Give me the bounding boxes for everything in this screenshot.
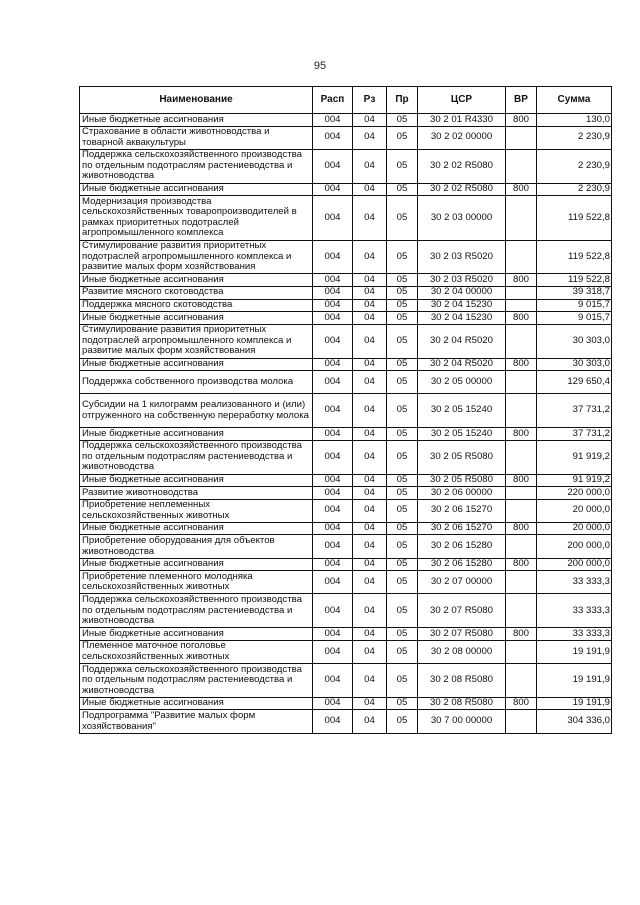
table-row xyxy=(80,183,612,196)
cell-rasp: 004 xyxy=(313,324,353,358)
cell-sum: 2 230,9 xyxy=(537,149,612,183)
cell-csr: 30 2 07 R5080 xyxy=(418,594,506,628)
cell-rz: 04 xyxy=(353,558,387,571)
cell-name: Иные бюджетные ассигнования xyxy=(80,428,313,441)
cell-csr: 30 2 05 R5080 xyxy=(418,474,506,487)
cell-rz: 04 xyxy=(353,535,387,558)
cell-sum: 119 522,8 xyxy=(537,196,612,240)
cell-name: Подпрограмма "Развитие малых форм хозяйствования" xyxy=(80,710,313,733)
cell-rasp: 004 xyxy=(313,312,353,325)
table-body xyxy=(80,114,612,734)
cell-name: Иные бюджетные ассигнования xyxy=(80,522,313,535)
cell-csr: 30 2 04 15230 xyxy=(418,312,506,325)
cell-csr: 30 2 07 R5080 xyxy=(418,628,506,641)
cell-pr: 05 xyxy=(387,394,418,428)
header-csr: ЦСР xyxy=(418,87,506,114)
table-row xyxy=(80,196,612,240)
cell-sum: 20 000,0 xyxy=(537,522,612,535)
cell-sum: 37 731,2 xyxy=(537,394,612,428)
cell-sum: 33 333,3 xyxy=(537,594,612,628)
cell-vr xyxy=(506,440,537,474)
cell-rz: 04 xyxy=(353,358,387,371)
cell-name: Иные бюджетные ассигнования xyxy=(80,558,313,571)
cell-vr xyxy=(506,710,537,733)
cell-name: Поддержка сельскохозяйственного производства по отдельным подотраслям растениеводства и животноводства xyxy=(80,149,313,183)
cell-pr: 05 xyxy=(387,299,418,312)
cell-name: Субсидии на 1 килограмм реализованного и (или) отгруженного на собственную переработку молока xyxy=(80,394,313,428)
cell-pr: 05 xyxy=(387,371,418,394)
cell-sum: 19 191,9 xyxy=(537,664,612,698)
cell-rz: 04 xyxy=(353,240,387,274)
cell-rasp: 004 xyxy=(313,522,353,535)
table-header-row xyxy=(80,87,612,114)
cell-name: Стимулирование развития приоритетных подотраслей агропромышленного комплекса и развитие малых форм хозяйствования xyxy=(80,324,313,358)
cell-pr: 05 xyxy=(387,499,418,522)
cell-pr: 05 xyxy=(387,628,418,641)
table-row xyxy=(80,286,612,299)
table-row xyxy=(80,628,612,641)
cell-sum: 130,0 xyxy=(537,114,612,127)
cell-name: Поддержка сельскохозяйственного производства по отдельным подотраслям растениеводства и животноводства xyxy=(80,664,313,698)
cell-name: Развитие мясного скотоводства xyxy=(80,286,313,299)
cell-rasp: 004 xyxy=(313,394,353,428)
cell-csr: 30 2 02 R5080 xyxy=(418,149,506,183)
cell-name: Модернизация производства сельскохозяйственных товаропроизводителей в рамках приоритетных подотраслей агропромышленного комплекса xyxy=(80,196,313,240)
cell-pr: 05 xyxy=(387,240,418,274)
cell-name: Приобретение неплеменных сельскохозяйственных животных xyxy=(80,499,313,522)
header-rz: Рз xyxy=(353,87,387,114)
cell-rasp: 004 xyxy=(313,499,353,522)
cell-sum: 20 000,0 xyxy=(537,499,612,522)
cell-rasp: 004 xyxy=(313,299,353,312)
cell-rz: 04 xyxy=(353,710,387,733)
cell-csr: 30 2 04 15230 xyxy=(418,299,506,312)
cell-rz: 04 xyxy=(353,371,387,394)
table-row xyxy=(80,571,612,594)
cell-rasp: 004 xyxy=(313,286,353,299)
cell-vr xyxy=(506,499,537,522)
cell-vr xyxy=(506,286,537,299)
cell-sum: 9 015,7 xyxy=(537,299,612,312)
cell-name: Страхование в области животноводства и товарной аквакультуры xyxy=(80,126,313,149)
cell-rz: 04 xyxy=(353,126,387,149)
cell-pr: 05 xyxy=(387,522,418,535)
cell-name: Иные бюджетные ассигнования xyxy=(80,358,313,371)
page-number: 95 xyxy=(313,60,327,72)
table-row xyxy=(80,358,612,371)
cell-sum: 33 333,3 xyxy=(537,571,612,594)
cell-rz: 04 xyxy=(353,312,387,325)
cell-rz: 04 xyxy=(353,394,387,428)
cell-csr: 30 2 06 15280 xyxy=(418,535,506,558)
cell-vr xyxy=(506,487,537,500)
cell-vr xyxy=(506,394,537,428)
cell-rz: 04 xyxy=(353,571,387,594)
cell-name: Развитие животноводства xyxy=(80,487,313,500)
table-row xyxy=(80,558,612,571)
table-row xyxy=(80,487,612,500)
cell-rasp: 004 xyxy=(313,196,353,240)
cell-pr: 05 xyxy=(387,114,418,127)
cell-name: Приобретение племенного молодняка сельскохозяйственных животных xyxy=(80,571,313,594)
cell-rasp: 004 xyxy=(313,664,353,698)
table-row xyxy=(80,312,612,325)
table-row xyxy=(80,440,612,474)
cell-rasp: 004 xyxy=(313,126,353,149)
cell-pr: 05 xyxy=(387,126,418,149)
cell-rasp: 004 xyxy=(313,371,353,394)
cell-vr xyxy=(506,240,537,274)
cell-vr xyxy=(506,594,537,628)
cell-vr: 800 xyxy=(506,522,537,535)
cell-rz: 04 xyxy=(353,628,387,641)
cell-csr: 30 2 04 R5020 xyxy=(418,358,506,371)
cell-vr xyxy=(506,149,537,183)
cell-csr: 30 2 05 00000 xyxy=(418,371,506,394)
cell-rasp: 004 xyxy=(313,358,353,371)
cell-sum: 19 191,9 xyxy=(537,697,612,710)
header-vr: ВР xyxy=(506,87,537,114)
cell-pr: 05 xyxy=(387,428,418,441)
cell-sum: 39 318,7 xyxy=(537,286,612,299)
cell-vr: 800 xyxy=(506,558,537,571)
cell-sum: 304 336,0 xyxy=(537,710,612,733)
cell-rz: 04 xyxy=(353,114,387,127)
cell-rasp: 004 xyxy=(313,594,353,628)
table-row xyxy=(80,240,612,274)
table-row xyxy=(80,710,612,733)
cell-pr: 05 xyxy=(387,640,418,663)
cell-vr xyxy=(506,299,537,312)
cell-rasp: 004 xyxy=(313,183,353,196)
cell-vr: 800 xyxy=(506,274,537,287)
cell-csr: 30 2 06 15270 xyxy=(418,499,506,522)
cell-name: Иные бюджетные ассигнования xyxy=(80,697,313,710)
table-row xyxy=(80,114,612,127)
cell-rz: 04 xyxy=(353,697,387,710)
cell-csr: 30 2 06 15280 xyxy=(418,558,506,571)
cell-sum: 119 522,8 xyxy=(537,274,612,287)
cell-vr xyxy=(506,535,537,558)
cell-rasp: 004 xyxy=(313,535,353,558)
cell-name: Стимулирование развития приоритетных подотраслей агропромышленного комплекса и развитие малых форм хозяйствования xyxy=(80,240,313,274)
cell-vr xyxy=(506,571,537,594)
cell-csr: 30 2 03 R5020 xyxy=(418,274,506,287)
cell-rasp: 004 xyxy=(313,474,353,487)
cell-rz: 04 xyxy=(353,522,387,535)
cell-csr: 30 2 04 R5020 xyxy=(418,324,506,358)
table-row xyxy=(80,371,612,394)
budget-table xyxy=(79,86,612,734)
cell-vr: 800 xyxy=(506,628,537,641)
cell-pr: 05 xyxy=(387,697,418,710)
cell-name: Иные бюджетные ассигнования xyxy=(80,183,313,196)
table-row xyxy=(80,499,612,522)
cell-csr: 30 2 01 R4330 xyxy=(418,114,506,127)
cell-name: Иные бюджетные ассигнования xyxy=(80,114,313,127)
cell-rz: 04 xyxy=(353,274,387,287)
cell-rz: 04 xyxy=(353,286,387,299)
table-row xyxy=(80,697,612,710)
cell-csr: 30 2 05 R5080 xyxy=(418,440,506,474)
cell-pr: 05 xyxy=(387,535,418,558)
cell-csr: 30 2 04 00000 xyxy=(418,286,506,299)
cell-vr: 800 xyxy=(506,183,537,196)
cell-pr: 05 xyxy=(387,149,418,183)
cell-vr: 800 xyxy=(506,697,537,710)
table-row xyxy=(80,594,612,628)
cell-sum: 200 000,0 xyxy=(537,558,612,571)
cell-vr xyxy=(506,640,537,663)
cell-rz: 04 xyxy=(353,324,387,358)
cell-pr: 05 xyxy=(387,358,418,371)
cell-rz: 04 xyxy=(353,640,387,663)
cell-csr: 30 2 02 00000 xyxy=(418,126,506,149)
header-rasp: Расп xyxy=(313,87,353,114)
cell-csr: 30 7 00 00000 xyxy=(418,710,506,733)
cell-sum: 30 303,0 xyxy=(537,324,612,358)
cell-csr: 30 2 02 R5080 xyxy=(418,183,506,196)
cell-sum: 30 303,0 xyxy=(537,358,612,371)
cell-name: Поддержка сельскохозяйственного производства по отдельным подотраслям растениеводства и животноводства xyxy=(80,440,313,474)
cell-rz: 04 xyxy=(353,487,387,500)
cell-vr xyxy=(506,126,537,149)
cell-name: Иные бюджетные ассигнования xyxy=(80,274,313,287)
table-row xyxy=(80,126,612,149)
cell-name: Племенное маточное поголовье сельскохозяйственных животных xyxy=(80,640,313,663)
cell-rasp: 004 xyxy=(313,149,353,183)
table-row xyxy=(80,428,612,441)
cell-rasp: 004 xyxy=(313,440,353,474)
cell-rasp: 004 xyxy=(313,571,353,594)
table-row xyxy=(80,535,612,558)
cell-vr: 800 xyxy=(506,312,537,325)
header-sum: Сумма xyxy=(537,87,612,114)
cell-sum: 91 919,2 xyxy=(537,474,612,487)
cell-sum: 2 230,9 xyxy=(537,183,612,196)
cell-pr: 05 xyxy=(387,440,418,474)
cell-rz: 04 xyxy=(353,428,387,441)
table-row xyxy=(80,299,612,312)
cell-vr: 800 xyxy=(506,358,537,371)
cell-pr: 05 xyxy=(387,183,418,196)
cell-sum: 91 919,2 xyxy=(537,440,612,474)
cell-rz: 04 xyxy=(353,440,387,474)
cell-rz: 04 xyxy=(353,196,387,240)
cell-sum: 19 191,9 xyxy=(537,640,612,663)
cell-rz: 04 xyxy=(353,474,387,487)
cell-pr: 05 xyxy=(387,474,418,487)
table-row xyxy=(80,522,612,535)
cell-sum: 129 650,4 xyxy=(537,371,612,394)
cell-pr: 05 xyxy=(387,324,418,358)
cell-rasp: 004 xyxy=(313,487,353,500)
cell-name: Поддержка мясного скотоводства xyxy=(80,299,313,312)
cell-pr: 05 xyxy=(387,196,418,240)
table-row xyxy=(80,149,612,183)
cell-pr: 05 xyxy=(387,710,418,733)
header-pr: Пр xyxy=(387,87,418,114)
cell-csr: 30 2 08 R5080 xyxy=(418,697,506,710)
cell-rz: 04 xyxy=(353,149,387,183)
cell-vr: 800 xyxy=(506,474,537,487)
cell-rasp: 004 xyxy=(313,274,353,287)
cell-sum: 220 000,0 xyxy=(537,487,612,500)
cell-name: Приобретение оборудования для объектов животноводства xyxy=(80,535,313,558)
cell-name: Поддержка собственного производства молока xyxy=(80,371,313,394)
cell-name: Поддержка сельскохозяйственного производства по отдельным подотраслям растениеводства и животноводства xyxy=(80,594,313,628)
cell-rasp: 004 xyxy=(313,640,353,663)
table-row xyxy=(80,394,612,428)
cell-rasp: 004 xyxy=(313,558,353,571)
cell-sum: 33 333,3 xyxy=(537,628,612,641)
cell-pr: 05 xyxy=(387,664,418,698)
cell-vr xyxy=(506,196,537,240)
cell-csr: 30 2 05 15240 xyxy=(418,428,506,441)
cell-sum: 2 230,9 xyxy=(537,126,612,149)
cell-sum: 200 000,0 xyxy=(537,535,612,558)
cell-pr: 05 xyxy=(387,274,418,287)
table-row xyxy=(80,474,612,487)
cell-pr: 05 xyxy=(387,558,418,571)
cell-pr: 05 xyxy=(387,487,418,500)
cell-rasp: 004 xyxy=(313,697,353,710)
cell-csr: 30 2 06 00000 xyxy=(418,487,506,500)
cell-csr: 30 2 05 15240 xyxy=(418,394,506,428)
cell-rz: 04 xyxy=(353,594,387,628)
cell-rasp: 004 xyxy=(313,428,353,441)
cell-sum: 37 731,2 xyxy=(537,428,612,441)
cell-csr: 30 2 08 R5080 xyxy=(418,664,506,698)
cell-rasp: 004 xyxy=(313,114,353,127)
cell-pr: 05 xyxy=(387,312,418,325)
cell-csr: 30 2 07 00000 xyxy=(418,571,506,594)
cell-rz: 04 xyxy=(353,183,387,196)
table-row xyxy=(80,640,612,663)
cell-rz: 04 xyxy=(353,664,387,698)
cell-sum: 9 015,7 xyxy=(537,312,612,325)
cell-rasp: 004 xyxy=(313,628,353,641)
cell-vr xyxy=(506,371,537,394)
cell-vr xyxy=(506,324,537,358)
cell-rasp: 004 xyxy=(313,240,353,274)
cell-vr xyxy=(506,664,537,698)
table-row xyxy=(80,274,612,287)
cell-name: Иные бюджетные ассигнования xyxy=(80,628,313,641)
cell-vr: 800 xyxy=(506,114,537,127)
cell-pr: 05 xyxy=(387,571,418,594)
cell-csr: 30 2 08 00000 xyxy=(418,640,506,663)
cell-sum: 119 522,8 xyxy=(537,240,612,274)
table-row xyxy=(80,324,612,358)
cell-rz: 04 xyxy=(353,299,387,312)
cell-pr: 05 xyxy=(387,286,418,299)
cell-name: Иные бюджетные ассигнования xyxy=(80,312,313,325)
cell-csr: 30 2 06 15270 xyxy=(418,522,506,535)
cell-csr: 30 2 03 00000 xyxy=(418,196,506,240)
cell-pr: 05 xyxy=(387,594,418,628)
cell-csr: 30 2 03 R5020 xyxy=(418,240,506,274)
cell-rz: 04 xyxy=(353,499,387,522)
cell-vr: 800 xyxy=(506,428,537,441)
cell-name: Иные бюджетные ассигнования xyxy=(80,474,313,487)
header-name: Наименование xyxy=(80,87,313,114)
cell-rasp: 004 xyxy=(313,710,353,733)
table-row xyxy=(80,664,612,698)
